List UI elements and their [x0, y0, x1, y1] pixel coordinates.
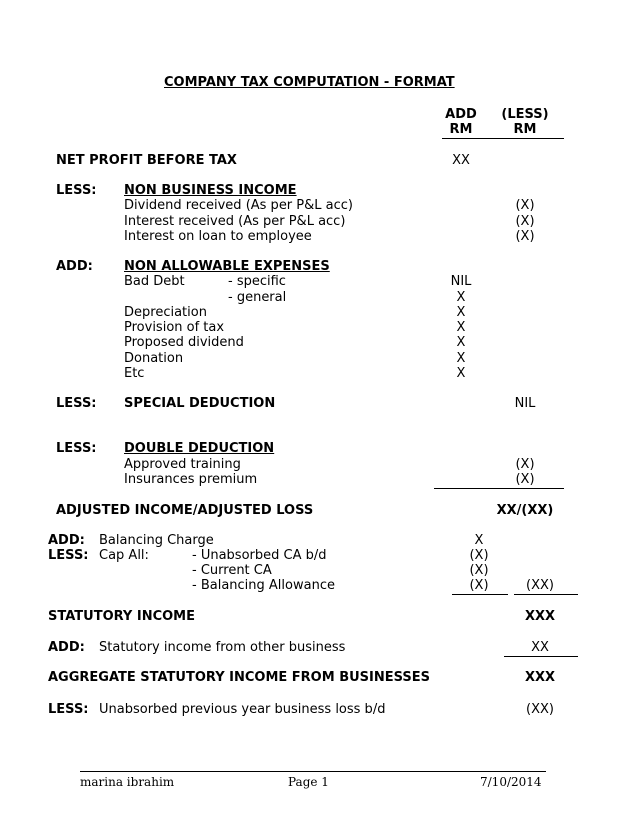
cap-all-label: Cap All: [99, 548, 149, 563]
footer-page-number: Page 1 [288, 775, 329, 789]
balancing-charge-label: Balancing Charge [99, 533, 214, 548]
cap-all-rule [452, 594, 508, 595]
double-deduction-item-label: Approved training [124, 457, 241, 472]
adjusted-income-label: ADJUSTED INCOME/ADJUSTED LOSS [56, 503, 314, 518]
balancing-charge-value: X [474, 533, 484, 548]
bad-debt-general-value: X [456, 290, 466, 305]
net-profit-label: NET PROFIT BEFORE TAX [56, 153, 237, 168]
adjusted-income-value: XX/(XX) [496, 503, 554, 518]
special-deduction-prefix: LESS: [56, 396, 97, 411]
non-allowable-item-add: X [456, 335, 466, 350]
cap-all-item-label: - Balancing Allowance [192, 578, 335, 593]
unabsorbed-loss-label: Unabsorbed previous year business loss b/d [99, 702, 386, 717]
non-allowable-item-label: Etc [124, 366, 145, 381]
non-allowable-heading: NON ALLOWABLE EXPENSES [124, 259, 330, 274]
aggregate-statutory-income-label: AGGREGATE STATUTORY INCOME FROM BUSINESSES [48, 670, 431, 685]
other-business-label: Statutory income from other business [99, 640, 346, 655]
cap-all-item-value: (X) [469, 548, 489, 563]
non-allowable-item-add: X [456, 351, 466, 366]
less-column-unit: RM [513, 122, 537, 137]
non-business-prefix: LESS: [56, 183, 97, 198]
non-business-item-label: Dividend received (As per P&L acc) [124, 198, 353, 213]
non-allowable-item-add: X [456, 366, 466, 381]
cap-all-prefix: LESS: [48, 548, 89, 563]
unabsorbed-loss-value: (XX) [526, 702, 554, 717]
double-deduction-item-less: (X) [515, 472, 535, 487]
double-deduction-prefix: LESS: [56, 441, 97, 456]
footer-author: marina ibrahim [80, 775, 175, 789]
cap-all-item-value: (X) [469, 563, 489, 578]
other-business-prefix: ADD: [48, 640, 85, 655]
non-allowable-item-label: Proposed dividend [124, 335, 244, 350]
non-business-item-less: (X) [515, 214, 535, 229]
other-business-rule [504, 656, 578, 657]
non-allowable-item-add: X [456, 305, 466, 320]
special-deduction-heading: SPECIAL DEDUCTION [124, 396, 276, 411]
non-allowable-item-label: Provision of tax [124, 320, 225, 335]
bad-debt-specific-label: - specific [228, 274, 286, 289]
cap-all-item-value: (X) [469, 578, 489, 593]
special-deduction-less: NIL [514, 396, 536, 411]
non-business-item-label: Interest on loan to employee [124, 229, 312, 244]
page-title: COMPANY TAX COMPUTATION - FORMAT [164, 75, 455, 90]
less-column-header: (LESS) [501, 107, 549, 122]
cap-all-total-rule [514, 594, 578, 595]
subtotal-rule [434, 488, 564, 489]
statutory-income-label: STATUTORY INCOME [48, 609, 195, 624]
balancing-charge-prefix: ADD: [48, 533, 85, 548]
header-rule [442, 138, 564, 139]
unabsorbed-loss-prefix: LESS: [48, 702, 89, 717]
add-column-unit: RM [449, 122, 473, 137]
double-deduction-heading: DOUBLE DEDUCTION [124, 441, 275, 456]
non-allowable-item-label: Donation [124, 351, 184, 366]
non-business-item-less: (X) [515, 229, 535, 244]
double-deduction-item-label: Insurances premium [124, 472, 258, 487]
bad-debt-general-label: - general [228, 290, 287, 305]
non-allowable-prefix: ADD: [56, 259, 93, 274]
non-allowable-item-label: Depreciation [124, 305, 207, 320]
other-business-value: XX [531, 640, 549, 655]
aggregate-statutory-income-value: XXX [524, 670, 556, 685]
cap-all-item-label: - Unabsorbed CA b/d [192, 548, 327, 563]
double-deduction-item-less: (X) [515, 457, 535, 472]
non-business-item-less: (X) [515, 198, 535, 213]
bad-debt-specific-value: NIL [450, 274, 472, 289]
cap-all-total: (XX) [526, 578, 554, 593]
cap-all-item-label: - Current CA [192, 563, 272, 578]
non-business-item-label: Interest received (As per P&L acc) [124, 214, 346, 229]
non-business-heading: NON BUSINESS INCOME [124, 183, 297, 198]
footer-date: 7/10/2014 [480, 775, 542, 789]
non-allowable-item-add: X [456, 320, 466, 335]
statutory-income-value: XXX [524, 609, 556, 624]
add-column-header: ADD [445, 107, 477, 122]
footer-rule [80, 771, 546, 772]
bad-debt-label: Bad Debt [124, 274, 185, 289]
net-profit-add-value: XX [452, 153, 470, 168]
